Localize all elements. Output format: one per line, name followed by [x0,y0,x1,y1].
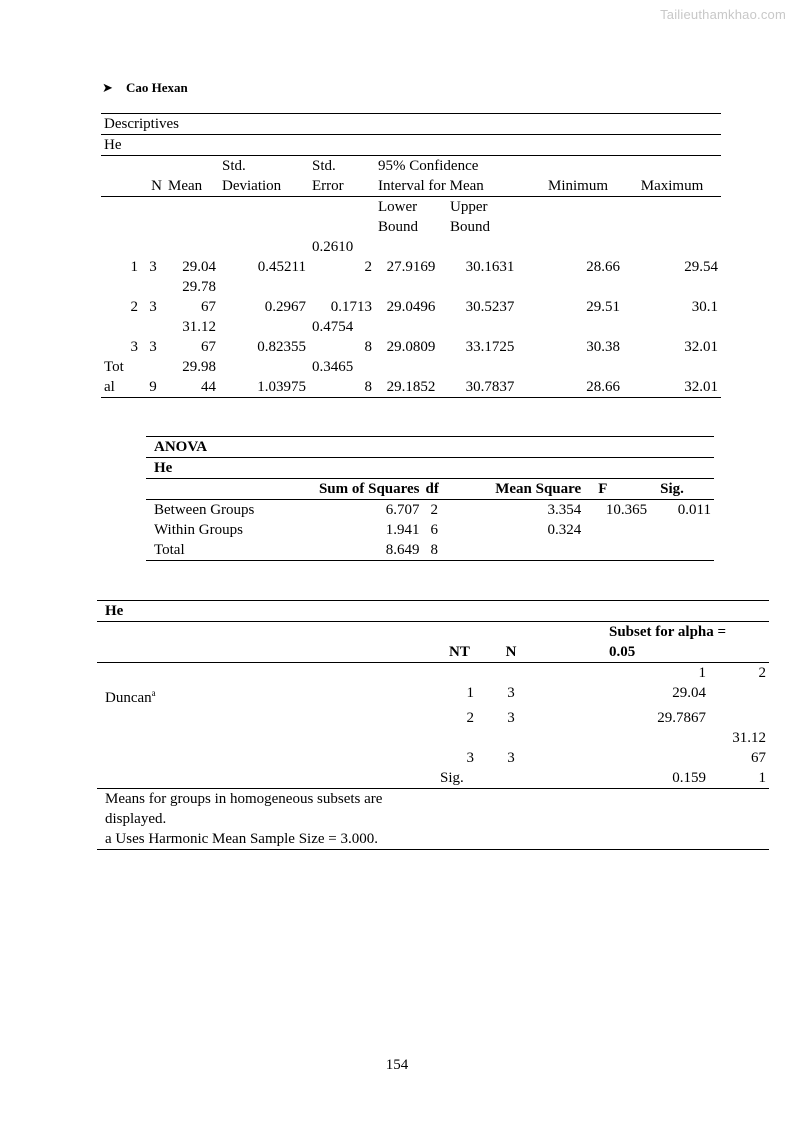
n-value: 3 [149,299,157,315]
cell-empty [219,317,309,337]
lower-bound-value: 29.1852 [375,377,447,398]
row-label: 2 [130,299,138,315]
duncan-header-row-1 [97,622,769,643]
header-lower-2: Bound [378,219,419,235]
cell-empty [533,357,623,377]
duncan-nt-value: 3 [466,750,474,766]
descriptives-row [101,257,721,277]
header-std-err-1: Std. [312,158,336,174]
descriptives-subheader-row-1 [101,197,721,218]
mean-value: 29.04 [182,259,216,275]
row-label: 3 [130,339,138,355]
row-label: 1 [130,259,138,275]
duncan-header-n: N [477,642,545,663]
duncan-row [97,748,769,768]
duncan-footnote-row-1 [97,789,769,810]
duncan-header-subset-1: Subset for alpha = [609,624,727,640]
anova-row-label: Between Groups [154,502,255,518]
std-error-top [309,277,375,297]
std-error-value: 2 [364,259,372,275]
duncan-header-row-2 [97,642,769,663]
row-label-top [101,237,141,257]
mean-top [165,237,219,257]
duncan-variable-row [97,601,769,622]
cell-empty [375,277,447,297]
std-error-value: 8 [364,339,372,355]
section-heading-text: Cao Hexan [126,80,188,95]
duncan-subset-2-value: 67 [751,750,766,766]
descriptives-row [101,377,721,398]
descriptives-subheader-row-2 [101,217,721,237]
cell-empty [545,728,601,748]
cell-empty [219,357,309,377]
duncan-nt-value [437,728,477,748]
anova-ss-value: 1.941 [385,522,420,538]
duncan-variable: He [97,601,769,622]
duncan-col-2: 2 [758,665,766,681]
cell-empty [141,317,165,337]
cell-empty [533,277,623,297]
cell-empty [545,748,601,768]
std-deviation-value: 0.2967 [264,299,306,315]
cell-empty [447,317,533,337]
section-heading [102,80,188,96]
descriptives-table [101,113,721,398]
cell-empty [97,708,437,728]
page-number: 154 [385,1057,409,1073]
cell-empty [141,277,165,297]
maximum-value: 32.01 [623,377,721,398]
header-mean: Mean [165,176,219,197]
duncan-footnote-3: a Uses Harmonic Mean Sample Size = 3.000. [97,829,769,850]
duncan-table [97,600,769,850]
anova-title: ANOVA [146,437,714,458]
duncan-footnote-2: displayed. [105,811,167,827]
duncan-sig-s2: 1 [709,768,769,789]
row-label: al [101,377,141,398]
header-minimum: Minimum [533,176,623,197]
row-label-top: Tot [104,359,124,375]
cell-empty [545,683,601,708]
cell-empty [375,237,447,257]
duncan-n-value: 3 [507,750,515,766]
descriptives-header-row-2 [101,176,721,197]
anova-row [146,520,714,540]
duncan-method: Duncan [105,690,152,706]
duncan-header-nt: NT [437,642,477,663]
duncan-header-subset-2: 0.05 [601,642,769,663]
anova-header-sig: Sig. [650,479,714,500]
duncan-sig-row [97,768,769,789]
cell-empty [533,317,623,337]
header-n: N [141,176,165,197]
anova-f-value [584,540,650,561]
anova-df-value: 2 [430,502,439,518]
upper-bound-value: 30.7837 [447,377,533,398]
duncan-nt-value: 2 [466,710,474,726]
anova-sig-value [650,520,714,540]
duncan-n-value: 3 [507,710,515,726]
std-error-top: 0.4754 [312,319,354,335]
anova-ms-value [459,540,585,561]
cell-empty [375,357,447,377]
descriptives-header-row-1 [101,156,721,177]
duncan-footnote-row-2 [97,809,769,829]
header-std-dev-2: Deviation [219,176,309,197]
cell-empty [533,237,623,257]
duncan-nt-value: 1 [466,685,474,701]
mean-value: 44 [165,377,219,398]
minimum-value: 28.66 [533,377,623,398]
anova-row-label: Total [146,540,286,561]
duncan-col-1: 1 [698,665,706,681]
std-deviation-value: 0.82355 [257,339,306,355]
mean-top: 29.98 [182,359,216,375]
anova-title-row [146,437,714,458]
mean-top: 29.78 [182,279,216,295]
duncan-n-value [477,728,545,748]
duncan-row [97,683,769,708]
upper-bound-value: 33.1725 [465,339,515,355]
mean-value: 67 [201,339,216,355]
n-value: 3 [149,339,157,355]
header-lower-1: Lower [378,199,418,215]
cell-empty [97,748,437,768]
header-maximum: Maximum [623,176,721,197]
cell-empty [623,277,721,297]
minimum-value: 30.38 [586,339,620,355]
header-std-err-2: Error [309,176,375,197]
descriptives-variable: He [101,135,721,156]
descriptives-row [101,297,721,317]
header-ci-1: 95% Confidence [378,158,479,174]
arrow-bullet-icon: ➤ [102,80,113,95]
descriptives-row-top [101,277,721,297]
duncan-subset-2-value [709,683,769,708]
duncan-footnote-1: Means for groups in homogeneous subsets are [105,791,383,807]
descriptives-row [101,337,721,357]
anova-df-value: 8 [423,540,459,561]
cell-empty [141,237,165,257]
cell-empty [623,237,721,257]
anova-ms-value: 3.354 [547,502,582,518]
cell-empty [375,317,447,337]
duncan-subset-2-value: 31.12 [732,730,766,746]
std-error-value: 8 [309,377,375,398]
row-label-top [101,277,141,297]
anova-header-df: df [423,479,459,500]
upper-bound-value: 30.5237 [465,299,515,315]
cell-empty [447,237,533,257]
anova-variable-row [146,458,714,479]
anova-row [146,540,714,561]
anova-ms-value: 0.324 [547,522,582,538]
lower-bound-value: 27.9169 [386,259,436,275]
maximum-value: 29.54 [684,259,718,275]
duncan-body [97,683,769,768]
row-label-top [101,317,141,337]
duncan-subset-1-value: 29.04 [672,685,706,701]
header-upper-1: Upper [450,199,488,215]
lower-bound-value: 29.0809 [386,339,436,355]
duncan-row [97,708,769,728]
anova-header-ss: Sum of Squares [286,479,422,500]
anova-sig-value: 0.011 [677,502,711,518]
duncan-footnote-row-3 [97,829,769,850]
cell-empty [447,277,533,297]
n-value: 9 [141,377,165,398]
anova-variable: He [146,458,714,479]
cell-empty [447,357,533,377]
anova-f-value: 10.365 [605,502,648,518]
descriptives-row-top [101,357,721,377]
cell-empty [141,357,165,377]
anova-header-row [146,479,714,500]
lower-bound-value: 29.0496 [386,299,436,315]
duncan-sig-label: Sig. [437,768,477,789]
cell-empty [219,277,309,297]
descriptives-row-top [101,237,721,257]
minimum-value: 28.66 [586,259,620,275]
watermark: Tailieuthamkhao.com [660,7,786,22]
duncan-method-cell [97,683,437,708]
anova-body [146,500,714,561]
duncan-sig-s1: 0.159 [601,768,709,789]
anova-table [146,436,714,561]
anova-df-value: 6 [430,522,439,538]
descriptives-variable-row [101,135,721,156]
upper-bound-value: 30.1631 [465,259,515,275]
std-error-value: 0.1713 [330,299,372,315]
header-ci-2: Interval for Mean [375,176,533,197]
descriptives-row-top [101,317,721,337]
anova-ss-value: 8.649 [286,540,422,561]
header-std-dev-1: Std. [222,158,246,174]
duncan-n-value: 3 [507,685,515,701]
anova-row [146,500,714,521]
anova-f-value [584,520,650,540]
minimum-value: 29.51 [586,299,620,315]
duncan-subset-2-value [709,708,769,728]
anova-ss-value: 6.707 [385,502,420,518]
descriptives-title-row [101,114,721,135]
anova-header-ms: Mean Square [459,479,585,500]
duncan-row [97,728,769,748]
std-error-top: 0.3465 [312,359,354,375]
header-upper-2: Bound [450,219,491,235]
anova-header-f: F [584,479,650,500]
mean-top: 31.12 [182,319,216,335]
duncan-col-number-row [97,663,769,684]
cell-empty [623,357,721,377]
duncan-subset-1-value [601,728,709,748]
duncan-subset-1-value: 29.7867 [657,710,706,726]
anova-sig-value [650,540,714,561]
duncan-method-superscript: a [151,688,156,698]
n-value: 3 [149,259,157,275]
duncan-subset-1-value [601,748,709,768]
cell-empty [219,237,309,257]
maximum-value: 32.01 [684,339,718,355]
descriptives-body [101,237,721,398]
std-deviation-value: 0.45211 [257,259,306,275]
cell-empty [623,317,721,337]
std-error-top: 0.2610 [312,239,354,255]
descriptives-title: Descriptives [101,114,721,135]
maximum-value: 30.1 [691,299,718,315]
mean-value: 67 [201,299,216,315]
cell-empty [97,728,437,748]
std-deviation-value: 1.03975 [219,377,309,398]
anova-row-label: Within Groups [154,522,243,538]
cell-empty [545,708,601,728]
